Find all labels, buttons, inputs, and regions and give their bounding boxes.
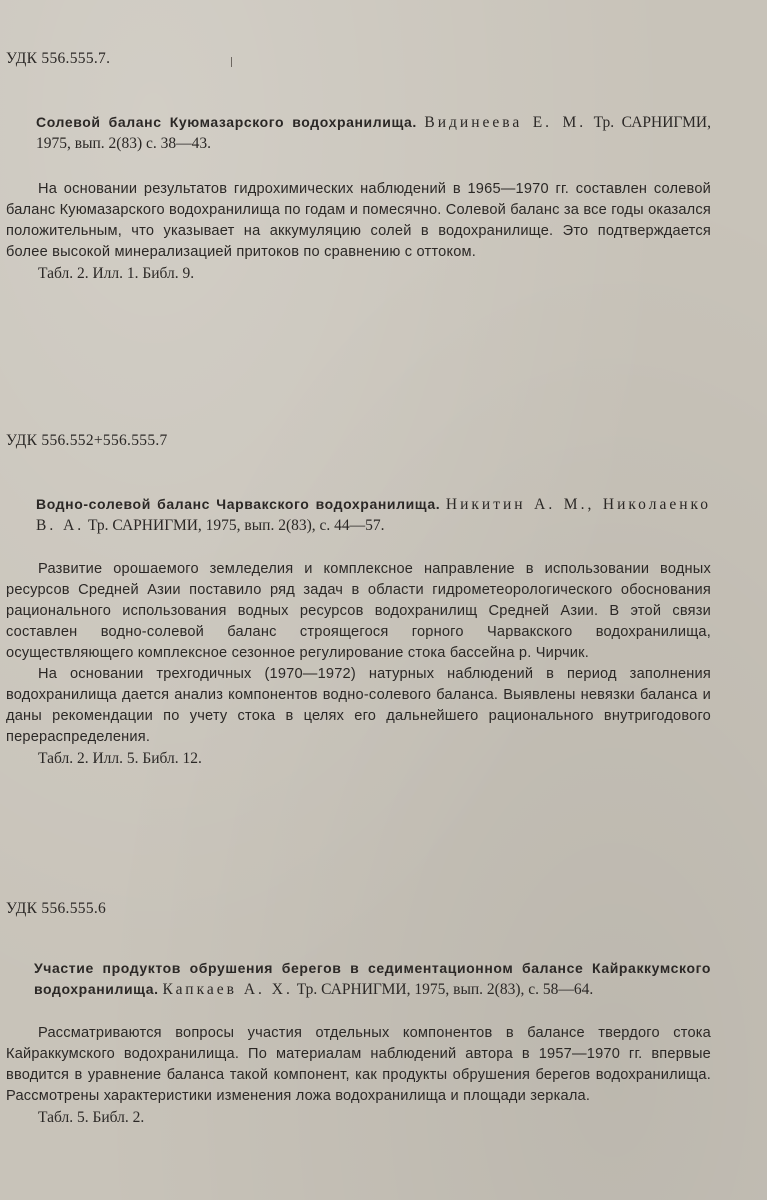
article-authors: Никитин А. М., Николаенко В. А. bbox=[36, 496, 711, 534]
citation bbox=[6, 958, 711, 1000]
abstract-entry-1 bbox=[6, 50, 711, 284]
article-title: Солевой баланс Куюмазарского водохранилища. bbox=[36, 114, 417, 130]
tables-figures-refs: Табл. 2. Илл. 1. Библ. 9. bbox=[38, 265, 195, 282]
abstract-text bbox=[6, 1023, 711, 1107]
tables-figures-refs: Табл. 2. Илл. 5. Библ. 12. bbox=[38, 750, 202, 767]
abstract-paragraph: На основании трехгодичных (1970—1972) натурных наблюдений в период заполнения водохранилища дается анализ компонентов водно-солевого баланса. Выявлены невязки баланса и даны рекомендации по учету стока в целях его дальнейшего рационального внутригодового перераспределения. bbox=[6, 666, 711, 745]
abstract-paragraph: Развитие орошаемого земледелия и комплексное направление в использовании водных ресурсов Средней Азии поставило ряд задач в области гидрометеорологического обоснования рационального использования водных ресурсов водохранилищ Средней Азии. В этой связи составлен водно-солевой баланс строящегося горного Чарвакского водохранилища, осуществляющего комплексное сезонное регулирование стока бассейна р. Чирчик. bbox=[6, 561, 711, 661]
article-authors: Видинеева Е. М. bbox=[424, 114, 587, 131]
abstract-entry-2 bbox=[6, 432, 711, 769]
abstract-entry-3 bbox=[6, 900, 711, 1128]
abstract-paragraph: На основании результатов гидрохимических наблюдений в 1965—1970 гг. составлен солевой баланс Куюмазарского водохранилища по годам и помесячно. Солевой баланс за все годы оказался положительным, что указывает на аккумуляцию солей в водохранилище. Это подтверждается более высокой минерализацией притоков по сравнению с оттоком. bbox=[6, 181, 711, 260]
udk-code: УДК 556.555.7. bbox=[6, 50, 111, 67]
citation bbox=[6, 112, 711, 154]
article-title: Участие продуктов обрушения берегов в седиментационном балансе Кайраккумского водохранилища. bbox=[34, 960, 711, 997]
article-title: Водно-солевой баланс Чарвакского водохранилища. bbox=[36, 496, 441, 512]
abstract-text bbox=[6, 179, 711, 263]
udk-code: УДК 556.552+556.555.7 bbox=[6, 432, 168, 449]
article-source: Тр. САРНИГМИ, 1975, вып. 2(83), с. 44—57. bbox=[88, 517, 385, 534]
udk-code: УДК 556.555.6 bbox=[6, 900, 107, 917]
abstract-paragraph: Рассматриваются вопросы участия отдельных компонентов в балансе твердого стока Кайраккумского водохранилища. По материалам наблюдений автора в 1957—1970 гг. впервые вводится в уравнение баланса такой компонент, как продукты обрушения берегов водохранилища. Рассмотрены характеристики изменения ложа водохранилища и площади зеркала. bbox=[6, 1025, 711, 1104]
citation bbox=[6, 494, 711, 536]
article-source: Тр. САРНИГМИ, 1975, вып. 2(83) с. 38—43. bbox=[36, 114, 711, 152]
tables-figures-refs: Табл. 5. Библ. 2. bbox=[38, 1109, 145, 1126]
article-source: Тр. САРНИГМИ, 1975, вып. 2(83), с. 58—64. bbox=[296, 981, 594, 998]
article-authors: Капкаев А. Х. bbox=[162, 981, 293, 998]
abstract-text bbox=[6, 559, 711, 748]
